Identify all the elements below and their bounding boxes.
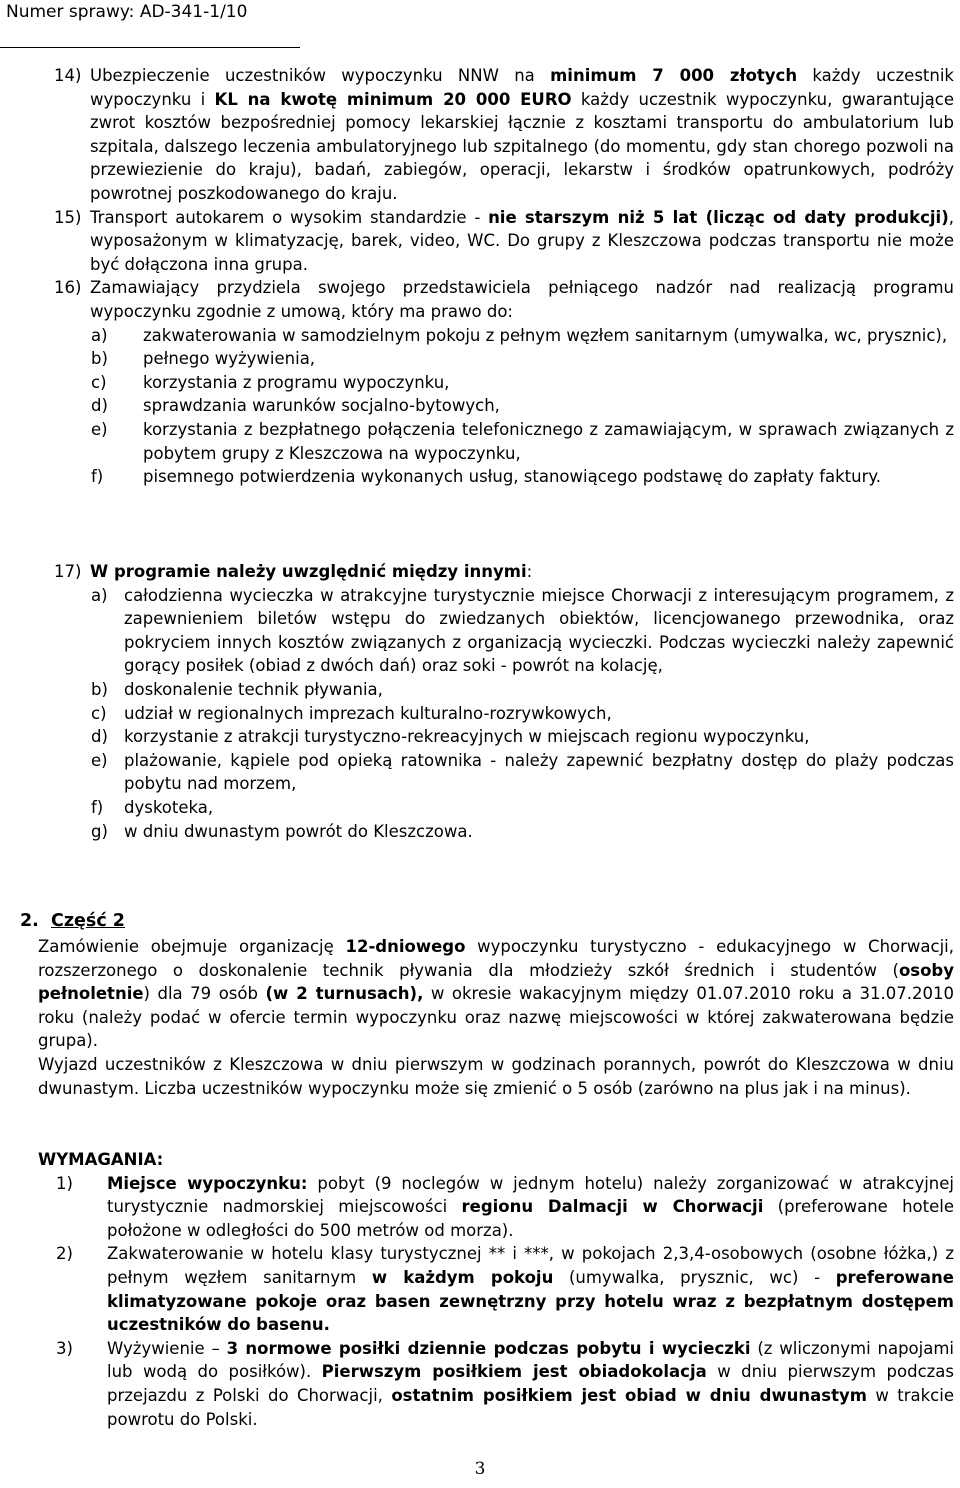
sub-letter: f) — [91, 797, 104, 817]
text-run: w dniu pierwszym podczas przejazdu z Polski do Chorwacji, — [107, 1362, 955, 1405]
bold-text-run: preferowane klimatyzowane pokoje oraz basen zewnętrzny przy hotelu wraz z bezpłatnym dostępem uczestników do basenu. — [107, 1267, 954, 1335]
bold-text-run: Pierwszym posiłkiem jest obiadokolacja — [321, 1362, 707, 1382]
sub-item-17a — [0, 584, 960, 678]
sub-text: korzystania z programu wypoczynku, — [143, 372, 450, 392]
case-number: Numer sprawy: AD-341-1/10 — [6, 2, 248, 22]
requirements-heading: WYMAGANIA: — [38, 1150, 164, 1169]
text-run: Transport autokarem o wysokim standardzie - — [90, 207, 489, 227]
text-run: każdy uczestnik wypoczynku, gwarantujące zwrot kosztów bezpośredniej pomocy lekarskiej łącznie z kosztami transportu do ambulatorium lub szpitala, dalszego leczenia ambulatoryjnego lub szpitalnego (do momentu, gdy stan chorego pozwoli na przewiezienie do kraju), badań, zabiegów, operacji, lekarstw i środków opatrunkowych, podróży powrotnej poszkodowanego do kraju. — [90, 89, 954, 203]
bold-text-run: Miejsce wypoczynku: — [107, 1173, 308, 1193]
bold-text-run: w każdym pokoju — [371, 1267, 554, 1287]
sub-item-17b — [0, 678, 960, 702]
sub-item-17d — [0, 725, 960, 749]
sub-item-16e — [0, 418, 960, 465]
sub-letter: a) — [91, 325, 108, 345]
requirement-3 — [0, 1337, 960, 1431]
text-run: Zamawiający przydziela swojego przedstawiciela pełniącego nadzór nad realizacją programu wypoczynku zgodnie z umową, który ma prawo do: — [90, 278, 954, 321]
requirement-number: 2) — [56, 1244, 73, 1264]
sub-item-17c — [0, 702, 960, 726]
text-run: pobyt (9 noclegów w jednym hotelu) należy zorganizować w atrakcyjnej turystycznie nadmorskiej miejscowości — [107, 1173, 955, 1217]
item-text — [90, 208, 954, 274]
sub-letter: f) — [91, 467, 104, 487]
text-run: , wyposażonym w klimatyzację, barek, video, WC. Do grupy z Kleszczowa podczas transportu nie może być dołączona inna grupa. — [90, 207, 954, 274]
requirement-text — [107, 1244, 954, 1334]
sub-text: dyskoteka, — [124, 797, 214, 817]
text-run: Ubezpieczenie uczestników wypoczynku NNW na — [90, 66, 551, 85]
sub-text: korzystania z bezpłatnego połączenia telefonicznego z zamawiającym, w sprawach związanych z pobytem grupy z Kleszczowa na wypoczynku, — [143, 419, 954, 463]
sub-text: sprawdzania warunków socjalno-bytowych, — [143, 396, 500, 416]
item-number: 15) — [54, 207, 82, 227]
text-run: (preferowane hotele położone w odległości do 500 metrów od morza). — [107, 1197, 954, 1240]
sub-text: pisemnego potwierdzenia wykonanych usług, stanowiącego podstawę do zapłaty faktury. — [143, 467, 882, 487]
text-run: ) dla 79 osób — [143, 984, 266, 1004]
item-16 — [0, 276, 960, 323]
sub-item-16c — [0, 371, 960, 395]
section-title: Część 2 — [51, 911, 125, 931]
bold-text-run: ostatnim posiłkiem jest obiad w dniu dwunastym — [391, 1385, 867, 1405]
bold-text-run: osoby pełnoletnie — [38, 960, 954, 1004]
header-rule — [0, 47, 300, 48]
sub-letter: c) — [91, 372, 107, 392]
text-run: Wyżywienie – — [107, 1338, 227, 1358]
bold-text-run: regionu Dalmacji w Chorwacji — [461, 1197, 764, 1217]
text-run: Zamówienie obejmuje organizację — [38, 937, 346, 956]
item-17 — [0, 560, 960, 584]
item-text — [90, 278, 954, 321]
item-text — [90, 66, 954, 203]
text-run: każdy uczestnik wypoczynku i — [90, 66, 954, 109]
sub-letter: b) — [91, 349, 108, 369]
section-2-paragraph-1 — [0, 935, 960, 1053]
sub-letter: d) — [91, 727, 108, 747]
sub-text: całodzienna wycieczka w atrakcyjne turystycznie miejsce Chorwacji z interesującym programem, z zapewnieniem biletów wstępu do zwiedzanych obiektów, licencjowanego przewodnika, oraz pokryciem innych kosztów związanych z organizacją wycieczki. Podczas wycieczki należy zapewnić gorący posiłek (obiad z dwóch dań) oraz soki - powrót na kolację, — [124, 585, 954, 676]
item-15 — [0, 206, 960, 277]
item-17-heading: W programie należy uwzględnić między innymi — [90, 562, 527, 581]
sub-text: zakwaterowania w samodzielnym pokoju z pełnym węzłem sanitarnym (umywalka, wc, prysznic), — [143, 325, 948, 345]
text-run: wypoczynku turystyczno - edukacyjnego w Chorwacji, rozszerzonego o doskonalenie technik pływania dla młodzieży szkół średnich i studentów ( — [38, 937, 954, 980]
section-2-heading — [20, 910, 125, 934]
sub-letter: c) — [91, 703, 107, 723]
sub-letter: e) — [91, 750, 108, 770]
sub-text: doskonalenie technik pływania, — [124, 679, 383, 699]
item-number: 16) — [54, 278, 82, 298]
bold-text-run: nie starszym niż 5 lat (licząc od daty produkcji) — [488, 207, 949, 227]
sub-text: w dniu dwunastym powrót do Kleszczowa. — [124, 821, 473, 841]
text-run: (umywalka, prysznic, wc) - — [553, 1267, 836, 1287]
sub-text: plażowanie, kąpiele pod opieką ratownika - należy zapewnić bezpłatny dostęp do plaży podczas pobytu nad morzem, — [124, 750, 954, 794]
sub-item-17f — [0, 796, 960, 820]
requirement-text — [107, 1174, 954, 1240]
sub-letter: g) — [91, 821, 108, 841]
sub-item-16a — [0, 324, 960, 348]
sub-text: korzystanie z atrakcji turystyczno-rekreacyjnych w miejscach regionu wypoczynku, — [124, 727, 810, 747]
bold-text-run: 12-dniowego — [345, 937, 466, 956]
requirement-number: 1) — [56, 1173, 73, 1193]
requirement-1 — [0, 1172, 960, 1243]
bold-text-run: minimum 7 000 złotych — [550, 66, 798, 85]
text-run: Zakwaterowanie w hotelu klasy turystycznej ** i ***, w pokojach 2,3,4-osobowych (osobne łóżka,) z pełnym węzłem sanitarnym — [107, 1244, 954, 1287]
sub-letter: b) — [91, 679, 108, 699]
section-number: 2. — [20, 911, 39, 931]
sub-text: udział w regionalnych imprezach kulturalno-rozrywkowych, — [124, 703, 612, 723]
sub-item-17e — [0, 749, 960, 796]
item-number: 17) — [54, 562, 82, 581]
sub-letter: d) — [91, 396, 108, 416]
text-run: w okresie wakacyjnym między 01.07.2010 roku a 31.07.2010 roku (należy podać w ofercie termin wypoczynku oraz nazwę miejscowości w której zakwaterowana będzie grupa). — [38, 984, 955, 1051]
sub-item-17g — [0, 820, 960, 844]
sub-text: pełnego wyżywienia, — [143, 349, 316, 369]
bold-text-run: (w 2 turnusach), — [265, 984, 424, 1004]
item-14 — [0, 64, 960, 206]
bold-text-run: 3 normowe posiłki dziennie podczas pobytu i wycieczki — [226, 1338, 751, 1358]
section-2-paragraph-2: Wyjazd uczestników z Kleszczowa w dniu pierwszym w godzinach porannych, powrót do Kleszczowa w dniu dwunastym. Liczba uczestników wypoczynku może się zmienić o 5 osób (zarówno na plus jak i na minus). — [38, 1054, 954, 1098]
requirements — [0, 1148, 960, 1431]
sub-item-16d — [0, 394, 960, 418]
bold-text-run: KL na kwotę minimum 20 000 EURO — [214, 89, 572, 109]
section-2-body — [0, 935, 960, 1100]
page-number: 3 — [474, 1459, 486, 1479]
sub-letter: a) — [91, 585, 108, 605]
items-14-16 — [0, 64, 960, 489]
item-17-block — [0, 560, 960, 843]
item-17-colon: : — [526, 562, 533, 581]
item-number: 14) — [54, 66, 82, 85]
requirement-text — [107, 1339, 954, 1429]
sub-letter: e) — [91, 419, 108, 439]
requirement-number: 3) — [56, 1338, 73, 1358]
requirement-2 — [0, 1242, 960, 1336]
text-run: w trakcie powrotu do Polski. — [107, 1385, 954, 1429]
sub-item-16b — [0, 347, 960, 371]
text-run: (z wliczonymi napojami lub wodą do posiłków). — [107, 1338, 954, 1382]
sub-item-16f — [0, 465, 960, 489]
